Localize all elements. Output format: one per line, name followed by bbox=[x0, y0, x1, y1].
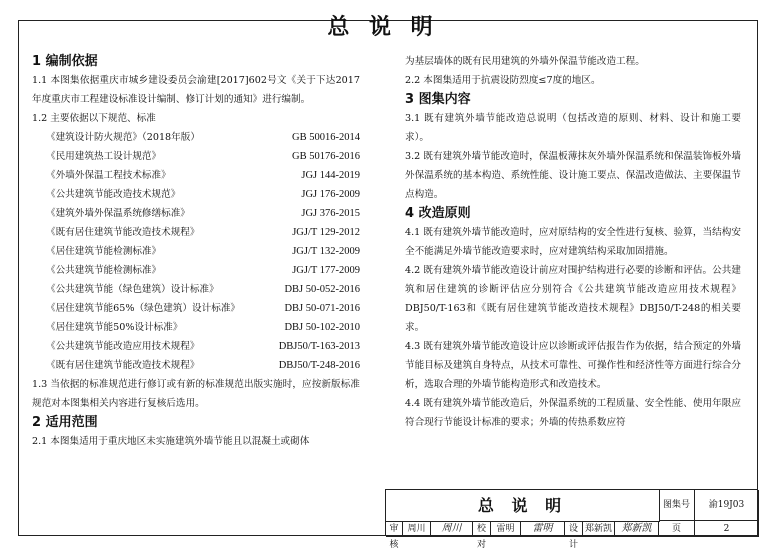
para-2-1: 2.1 本图集适用于重庆地区未实施建筑外墙节能且以混凝土或砌体 bbox=[32, 436, 310, 447]
para-1-3: 1.3 当依据的标准规范进行修订或有新的标准规范出版实施时，应按新版标准规范对本图集相关内容进行复核后选用。 bbox=[32, 379, 360, 409]
reviewer-name: 周川 bbox=[403, 521, 431, 537]
standard-row bbox=[32, 204, 360, 223]
standard-code: GB 50016-2014 bbox=[292, 132, 360, 143]
page-title: 总 说 明 bbox=[327, 15, 439, 40]
standard-name: 《公共建筑节能（绿色建筑）设计标准》 bbox=[46, 284, 219, 295]
standard-row bbox=[32, 318, 360, 337]
standard-name: 《居住建筑节能50%设计标准》 bbox=[46, 322, 183, 333]
designer-name: 郑新凯 bbox=[583, 521, 615, 537]
section-2-heading: 2 适用范围 bbox=[32, 415, 98, 430]
standard-code: DBJ 50-102-2010 bbox=[284, 322, 360, 333]
para-4-3: 4.3 既有建筑外墙节能改造设计应以诊断或评估报告作为依据，结合预定的外墙节能目标及建筑自身特点，从技术可靠性、可操作性和经济性等方面进行综合分析，选取合理的外墙节能构造形式和改造技术。 bbox=[405, 341, 741, 390]
standard-code: JGJ/T 129-2012 bbox=[292, 227, 360, 238]
atlas-label: 图集号 bbox=[659, 490, 695, 521]
design-label: 设计 bbox=[565, 521, 583, 537]
page-number: 2 bbox=[695, 521, 759, 537]
designer-signature: 郑新凯 bbox=[615, 521, 659, 537]
check-label: 校对 bbox=[473, 521, 491, 537]
standard-name: 《既有居住建筑节能改造技术规程》 bbox=[46, 227, 200, 238]
standard-row bbox=[32, 280, 360, 299]
para-4-1: 4.1 既有建筑外墙节能改造时，应对原结构的安全性进行复核、验算，当结构安全不能满足外墙节能改造要求时，应对建筑结构采取加固措施。 bbox=[405, 227, 741, 257]
para-2-1-cont: 为基层墙体的既有民用建筑的外墙外保温节能改造工程。 bbox=[405, 56, 645, 67]
checker-name: 雷明 bbox=[491, 521, 521, 537]
standard-name: 《外墙外保温工程技术标准》 bbox=[46, 170, 171, 181]
standard-code: JGJ 176-2009 bbox=[301, 189, 360, 200]
standard-row bbox=[32, 128, 360, 147]
left-column bbox=[32, 52, 360, 451]
standard-name: 《居住建筑节能65%（绿色建筑）设计标准》 bbox=[46, 303, 241, 314]
standard-code: DBJ 50-052-2016 bbox=[284, 284, 360, 295]
standard-code: JGJ/T 177-2009 bbox=[292, 265, 360, 276]
section-4-heading: 4 改造原则 bbox=[405, 206, 471, 221]
standard-code: DBJ50/T-163-2013 bbox=[278, 341, 360, 352]
standard-row bbox=[32, 242, 360, 261]
standard-code: JGJ 376-2015 bbox=[301, 208, 360, 219]
right-column bbox=[405, 52, 741, 432]
standard-row bbox=[32, 223, 360, 242]
standard-name: 《公共建筑节能改造技术规范》 bbox=[46, 189, 181, 200]
standard-name: 《建筑设计防火规范》（2018年版） bbox=[46, 132, 200, 143]
para-4-2: 4.2 既有建筑外墙节能改造设计前应对围护结构进行必要的诊断和评估。公共建筑和居住建筑的诊断评估应分别符合《公共建筑节能改造应用技术规程》DBJ50/T-163和《既有居住建筑节能改造技术规程》DBJ50/T-248的相关要求。 bbox=[405, 265, 741, 333]
standard-row bbox=[32, 185, 360, 204]
para-4-4: 4.4 既有建筑外墙节能改造后，外保温系统的工程质量、安全性能、使用年限应符合现行节能设计标准的要求；外墙的传热系数应符 bbox=[405, 398, 741, 428]
standards-list bbox=[32, 128, 360, 375]
standard-name: 《建筑外墙外保温系统修缮标准》 bbox=[46, 208, 190, 219]
standard-code: DBJ50/T-248-2016 bbox=[278, 360, 360, 371]
para-3-2: 3.2 既有建筑外墙节能改造时，保温板薄抹灰外墙外保温系统和保温装饰板外墙外保温系统的基本构造、系统性能、设计施工要点、保温改造做法、主要保温节点构造。 bbox=[405, 151, 741, 200]
standard-code: JGJ/T 132-2009 bbox=[292, 246, 360, 257]
reviewer-signature: 周川 bbox=[431, 521, 473, 537]
standard-row bbox=[32, 147, 360, 166]
para-1-1: 1.1 本图集依据重庆市城乡建设委员会渝建[2017]602号文《关于下达2017年度重庆市工程建设标准设计编制、修订计划的通知》进行编制。 bbox=[32, 75, 360, 105]
atlas-number: 渝19J03 bbox=[695, 490, 759, 521]
standard-code: DBJ 50-071-2016 bbox=[284, 303, 360, 314]
standard-code: GB 50176-2016 bbox=[292, 151, 360, 162]
section-1-heading: 1 编制依据 bbox=[32, 54, 98, 69]
title-block bbox=[385, 489, 758, 550]
page-label: 页 bbox=[659, 521, 695, 537]
para-3-1: 3.1 既有建筑外墙节能改造总说明（包括改造的原则、材料、设计和施工要求）。 bbox=[405, 113, 741, 143]
checker-signature: 雷明 bbox=[521, 521, 565, 537]
review-label: 审核 bbox=[386, 521, 403, 537]
standard-name: 《居住建筑节能检测标准》 bbox=[46, 246, 162, 257]
standard-name: 《民用建筑热工设计规范》 bbox=[46, 151, 162, 162]
standard-row bbox=[32, 166, 360, 185]
standard-code: JGJ 144-2019 bbox=[301, 170, 360, 181]
para-1-2: 1.2 主要依据以下规范、标准 bbox=[32, 113, 156, 124]
standard-row bbox=[32, 337, 360, 356]
standard-name: 《公共建筑节能改造应用技术规程》 bbox=[46, 341, 200, 352]
title-block-name: 总 说 明 bbox=[386, 490, 660, 522]
standard-row bbox=[32, 356, 360, 375]
para-2-2: 2.2 本图集适用于抗震设防烈度≤7度的地区。 bbox=[405, 75, 601, 86]
section-3-heading: 3 图集内容 bbox=[405, 92, 471, 107]
standard-row bbox=[32, 299, 360, 318]
standard-row bbox=[32, 261, 360, 280]
standard-name: 《公共建筑节能检测标准》 bbox=[46, 265, 162, 276]
standard-name: 《既有居住建筑节能改造技术规程》 bbox=[46, 360, 200, 371]
